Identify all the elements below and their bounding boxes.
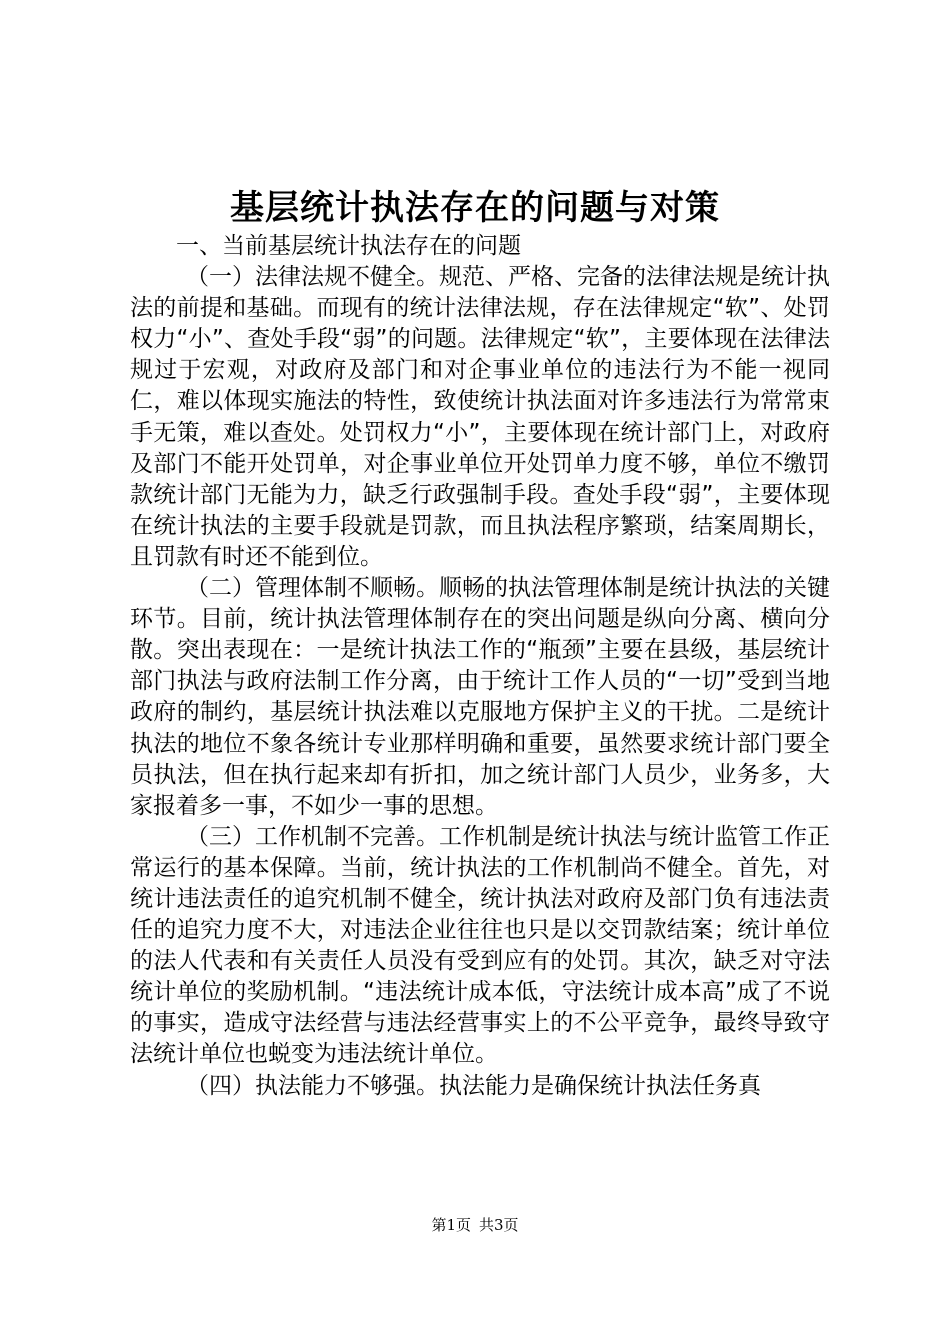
paragraph-4: （四）执法能力不够强。执法能力是确保统计执法任务真 bbox=[186, 1072, 761, 1099]
paragraph-1: （一）法律法规不健全。规范、严格、完备的法律法规是统计执法的前提和基础。而现有的统计法律法规，存在法律规定“软”、处罚权力“小”、查处手段“弱”的问题。法律规定“软”，主要体现在法律法规过于宏观，对政府及部门和对企事业单位的违法行为不能一视同仁，难以体现实施法的特性，致使统计执法面对许多违法行为常常束手无策，难以查处。处罚权力“小”，主要体现在统计部门上，对政府及部门不能开处罚单，对企事业单位开处罚单力度不够，单位不缴罚款统计部门无能为力，缺乏行政强制手段。查处手段“弱”，主要体现在统计执法的主要手段就是罚款，而且执法程序繁琐，结案周期长，且罚款有时还不能到位。 bbox=[130, 264, 830, 570]
page-footer bbox=[0, 1214, 950, 1236]
paragraph-2: （二）管理体制不顺畅。顺畅的执法管理体制是统计执法的关键环节。目前，统计执法管理体制存在的突出问题是纵向分离、横向分散。突出表现在：一是统计执法工作的“瓶颈”主要在县级，基层统计部门执法与政府法制工作分离，由于统计工作人员的“一切”受到当地政府的制约，基层统计执法难以克服地方保护主义的干扰。二是统计执法的地位不象各统计专业那样明确和重要，虽然要求统计部门要全员执法，但在执行起来却有折扣，加之统计部门人员少，业务多，大家报着多一事，不如少一事的思想。 bbox=[130, 575, 830, 819]
paragraph-3: （三）工作机制不完善。工作机制是统计执法与统计监管工作正常运行的基本保障。当前，统计执法的工作机制尚不健全。首先，对统计违法责任的追究机制不健全，统计执法对政府及部门负有违法责任的追究力度不大，对违法企业往往也只是以交罚款结案；统计单位的法人代表和有关责任人员没有受到应有的处罚。其次，缺乏对守法统计单位的奖励机制。“违法统计成本低，守法统计成本高”成了不说的事实，造成守法经营与违法经营事实上的不公平竞争，最终导致守法统计单位也蜕变为违法统计单位。 bbox=[130, 823, 830, 1068]
document-title: 基层统计执法存在的问题与对策 bbox=[230, 188, 720, 228]
page-total: 共3页 bbox=[479, 1216, 519, 1234]
document-body bbox=[130, 231, 830, 1102]
section-heading: 一、当前基层统计执法存在的问题 bbox=[176, 233, 521, 259]
page-number: 第1页 bbox=[431, 1216, 471, 1234]
